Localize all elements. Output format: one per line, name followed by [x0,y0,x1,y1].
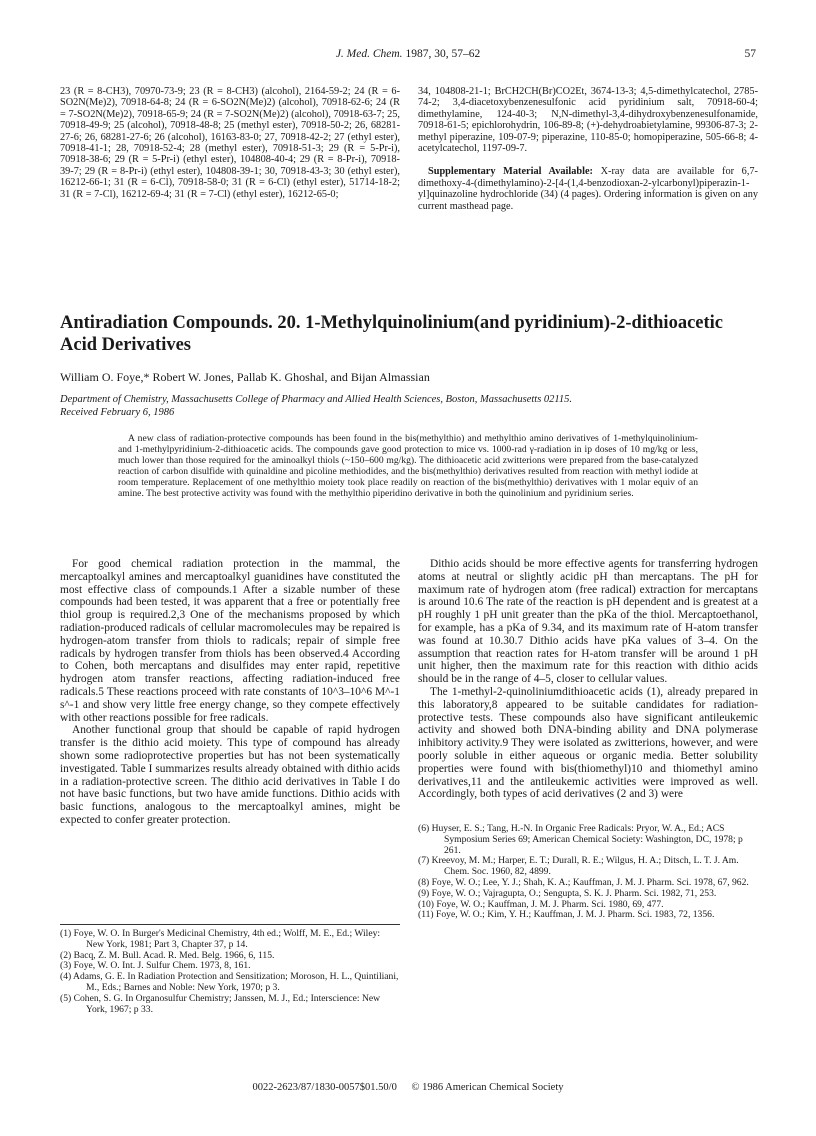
page-number: 57 [744,48,756,60]
reference-item: (3) Foye, W. O. Int. J. Sulfur Chem. 1973, 8, 161. [60,960,251,972]
affiliation-block [60,394,760,419]
registry-numbers-left: 23 (R = 8-CH3), 70970-73-9; 23 (R = 8-CH3) (alcohol), 2164-59-2; 24 (R = 6-SO2N(Me)2), 70918-64-8; 24 (R = 6-SO2N(Me)2) (alcohol), 70918-62-6; 24 (R = 7-SO2N(Me)2), 70918-65-9; 24 (R = 7-SO2N(Me)2) (alcohol), 70918-63-7; 25, 70918-49-9; 25 (alcohol), 70918-48-8; 25 (methyl ester), 70918-50-2; 26, 68281-27-6; 26, 68281-27-6; 26 (alcohol), 16163-83-0; 27, 70918-42-2; 27 (ethyl ester), 70918-41-1; 28, 70918-52-4; 28 (methyl ester), 70918-51-3; 29 (R = 5-Pr-i), 70918-38-6; 29 (R = 5-Pr-i) (ethyl ester), 104808-40-4; 29 (R = 8-Pr-i), 70918-39-7; 29 (R = 8-Pr-i) (ethyl ester), 104808-39-1; 30, 70918-43-3; 30 (ethyl ester), 16212-66-1; 31 (R = 6-Cl), 70918-58-0; 31 (R = 6-Cl) (ethyl ester), 51714-18-2; 31 (R = 7-Cl), 16212-69-4; 31 (R = 7-Cl) (ethyl ester), 16212-65-0; [60,86,400,200]
article-title: Antiradiation Compounds. 20. 1-Methylquinolinium(and pyridinium)-2-dithioacetic Acid Derivatives [60,313,724,355]
footer-copyright: © 1986 American Chemical Society [411,1082,564,1093]
reference-item: (7) Kreevoy, M. M.; Harper, E. T.; Durall, R. E.; Wilgus, H. A.; Ditsch, L. T. J. Am. Chem. Soc. 1960, 82, 4899. [418,855,739,878]
page-footer [0,1082,816,1093]
reference-item: (6) Huyser, E. S.; Tang, H.-N. In Organic Free Radicals: Pryor, W. A., Ed.; ACS Symposium Series 69; American Chemical Society: Washington, DC, 1978; p 261. [418,823,743,856]
body-column-left [60,558,400,827]
body-paragraph: Dithio acids should be more effective agents for transferring hydrogen atoms at neutral or slightly acidic pH than mercaptans. The pH for maximum rate of hydrogen atom (free radical) extraction for mercaptans is around 10.6 The rate of the reaction is pH dependent and is greatest at a pH roughly 1 pH unit greater than the pKa of the thiol. Mercaptoethanol, for example, has a pKa of 9.34, and its maximum rate of H-atom transfer was found at 10.30.7 Dithio acids have pKa values of 3–4. On the assumption that reaction rates for H-atom transfer will be around 1 pH unit higher, then the maximum rate for this reaction with dithio acids should be in the range of 4–5, closer to cellular values. [418,558,758,686]
reference-item: (1) Foye, W. O. In Burger's Medicinal Chemistry, 4th ed.; Wolff, M. E., Ed.; Wiley: New York, 1981; Part 3, Chapter 37, p 14. [60,928,381,950]
reference-item: (4) Adams, G. E. In Radiation Protection and Sensitization; Moroson, H. L., Quintiliani, M., Eds.; Barnes and Noble: New York, 1970; p 3. [60,971,399,993]
supplementary-text: X-ray data are available for 6,7-dimethoxy-4-(dimethylamino)-2-[4-(1,4-benzodioxan-2-ylcarbonyl)piperazin-1-yl]quinazoline hydrochloride (34) (4 pages). Ordering information is given on any current masthead page. [418,166,758,212]
reference-item: (8) Foye, W. O.; Lee, Y. J.; Shah, K. A.; Kauffman, J. M. J. Pharm. Sci. 1978, 67, 962. [418,876,749,888]
footer-code: 0022-2623/87/1830-0057$01.50/0 [252,1082,397,1093]
received-date: Received February 6, 1986 [60,406,175,418]
reference-item: (10) Foye, W. O.; Kauffman, J. M. J. Pharm. Sci. 1980, 69, 477. [418,898,664,910]
body-paragraph: For good chemical radiation protection in the mammal, the mercaptoalkyl amines and mercaptoalkyl guanidines have constituted the most effective class of compounds.1 After a sizable number of these compounds had been tested, it was apparent that a free or potentially free thiol group is required.2,3 One of the mechanisms proposed by which radiation-produced radicals of cellular macromolecules may be repaired is hydrogen-atom transfer from thiols to radicals; repair of simple free radicals by hydrogen transfer from thiols has been observed.4 According to Cohen, both mercaptans and disulfides may enter rapid, repetitive hydrogen atom transfer reactions, affecting radiation-induced free radicals.5 These reactions proceed with rate constants of 10^3–10^6 M^-1 s^-1 and show very little free energy change, so they compete effectively with other reactions possible for free radicals. [60,558,400,724]
body-paragraph: Another functional group that should be capable of rapid hydrogen transfer is the dithio acid moiety. This type of compound has already shown some radioprotective properties but has not been systematically investigated. Table I summarizes results already obtained with dithio acids in a radiation-protective screen. The dithio acid derivatives in Table I do not have basic functions, but two have amide functions. Dithio acids with basic functions, analogous to the mercaptoalkyl amines, might be expected to confer greater protection. [60,724,400,826]
journal-citation: 1987, 30, 57–62 [405,48,481,60]
authors: William O. Foye,* Robert W. Jones, Pallab K. Ghoshal, and Bijan Almassian [60,370,430,384]
abstract: A new class of radiation-protective compounds has been found in the bis(methylthio) and methylthio amino derivatives of 1-methylquinolinium- and 1-methylpyridinium-2-dithioacetic acids. The compounds gave good protection to mice vs. 1000-rad γ-radiation in ip doses of 10 mg/kg or less, much lower than those required for the aminoalkyl thiols (~150–600 mg/kg). The dithioacetic acid zwitterions were prepared from the base-catalyzed reaction of carbon disulfide with quinaldine and picoline methiodides, and the bis(methylthio) derivatives resulted from reaction with methyl iodide at room temperature. Replacement of one methylthio moiety took place readily on reaction of the bis(methylthio) derivatives with 1 molar equiv of an amine. The best protective activity was found with the methylthio piperidino derivative in both the quinolinium and pyridinium series. [118,433,698,499]
affiliation: Department of Chemistry, Massachusetts College of Pharmacy and Allied Health Sciences, Boston, Massachusetts 02115. [60,394,573,405]
reference-item: (9) Foye, W. O.; Vajragupta, O.; Sengupta, S. K. J. Pharm. Sci. 1982, 71, 253. [418,887,717,899]
prev-article-right-column [418,86,758,212]
body-paragraph: The 1-methyl-2-quinoliniumdithioacetic acids (1), already prepared in this laboratory,8 appeared to be suitable candidates for radiation-protective tests. These compounds also have significant antileukemic activity and showed both DNA-binding ability and DNA polymerase inhibitory activity.9 They were isolated as zwitterions, however, and were poorly soluble in either aqueous or organic media. Better solubility properties were found with bis(thiomethyl)10 and thiomethyl amino derivatives,11 and the antileukemic activities were improved as well. Accordingly, both types of acid derivatives (2 and 3) were [418,685,758,801]
reference-item: (5) Cohen, S. G. In Organosulfur Chemistry; Janssen, M. J., Ed.; Interscience: New York, 1967; p 33. [60,992,381,1015]
running-head [0,48,816,64]
registry-numbers-right: 34, 104808-21-1; BrCH2CH(Br)CO2Et, 3674-13-3; 4,5-dimethylcatechol, 2785-74-2; 3,4-diacetoxybenzenesulfonic acid pyridinium salt, 70918-60-4; dimethylamine, 124-40-3; N,N-dimethyl-3,4-dihydroxybenzenesulfonamide, 70918-61-5; epichlorohydrin, 106-89-8; (+)-dehydroabietylamine, 99306-87-3; 2-methyl piperazine, 109-07-9; piperazine, 110-85-0; homopiperazine, 505-66-8; 4-acetylcatechol, 1197-09-7. [418,86,758,155]
supplementary-label: Supplementary Material Available: [428,166,593,178]
supplementary-material [418,166,758,212]
references-right [418,824,758,921]
journal-name: J. Med. Chem. [335,48,403,60]
references-left [60,924,400,1015]
body-column-right [418,558,758,801]
reference-item: (11) Foye, W. O.; Kim, Y. H.; Kauffman, J. M. J. Pharm. Sci. 1983, 72, 1356. [418,909,715,921]
reference-item: (2) Bacq, Z. M. Bull. Acad. R. Med. Belg. 1966, 6, 115. [60,949,275,961]
